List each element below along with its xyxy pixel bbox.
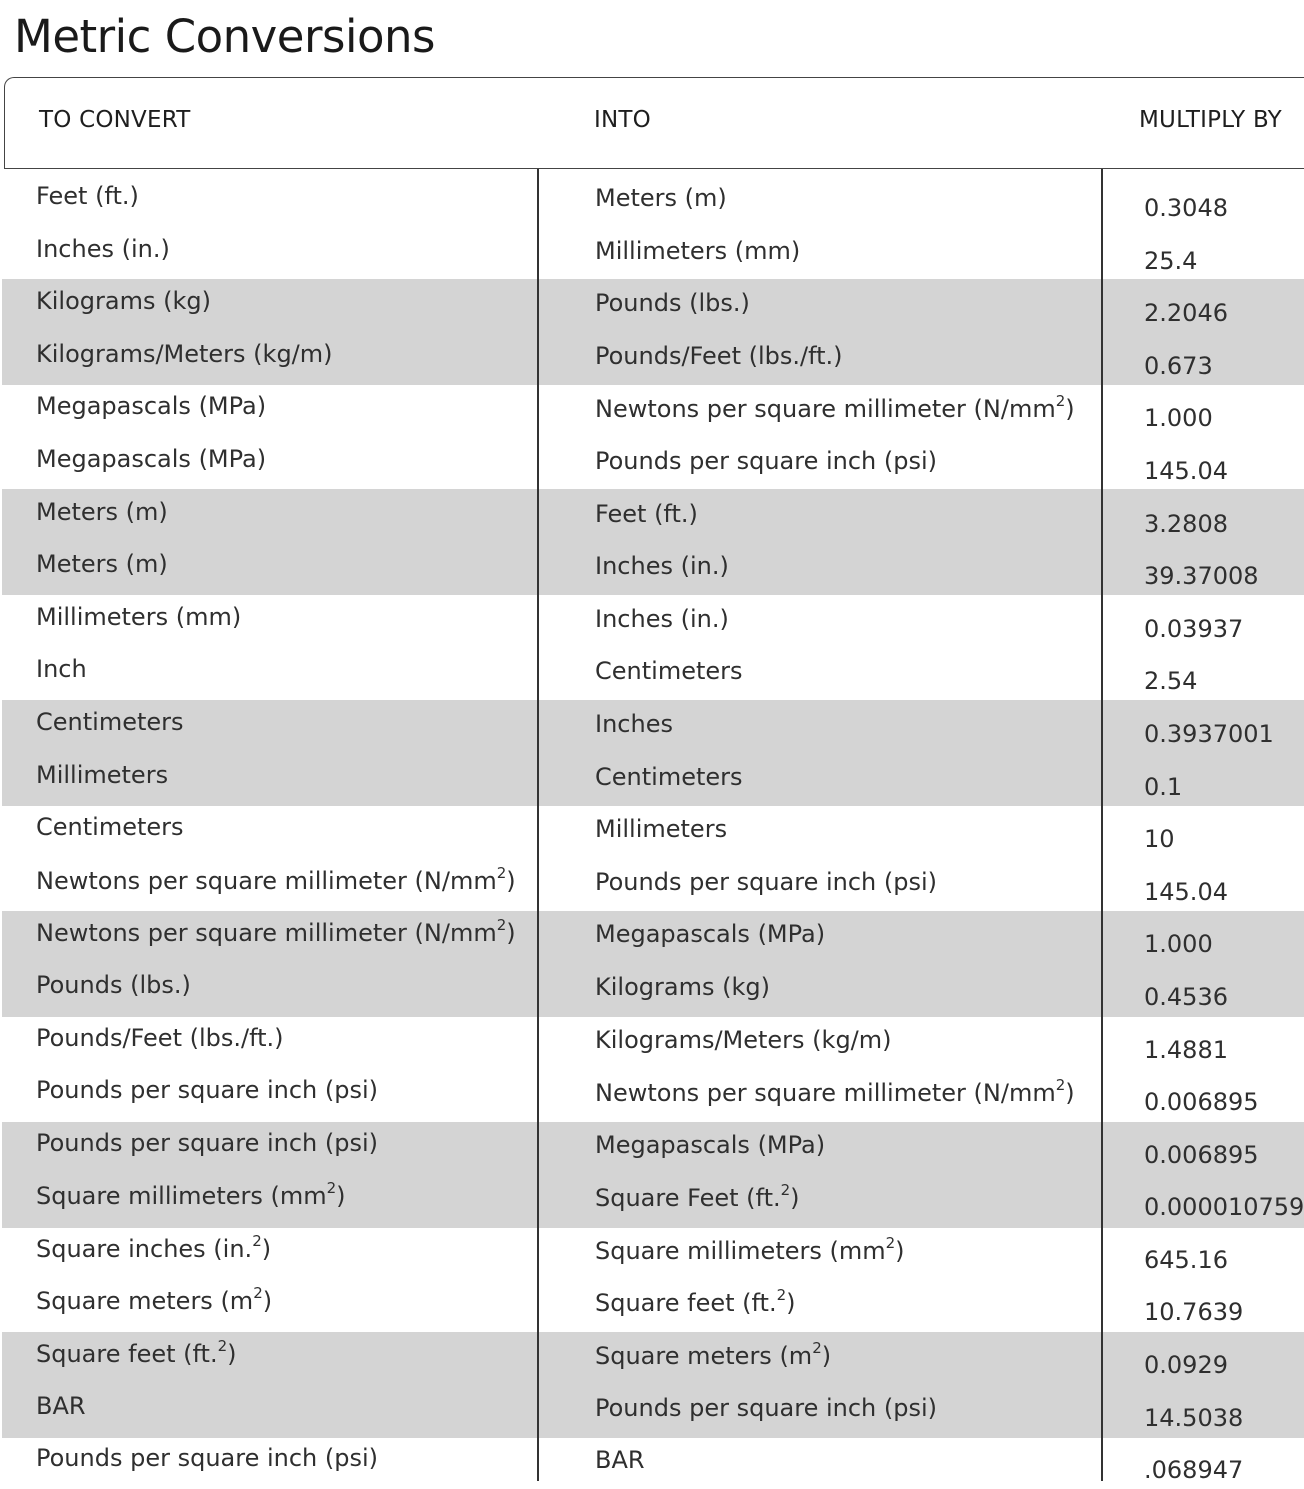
- into-cell: Feet (ft.): [595, 499, 698, 528]
- into-cell: Pounds per square inch (psi): [595, 867, 938, 896]
- multiply-by-cell: 39.37008: [1144, 562, 1259, 591]
- table-row: [0, 1016, 1304, 1069]
- table-row: [0, 1226, 1304, 1279]
- table-row: [0, 963, 1304, 1016]
- into-cell: Centimeters: [595, 657, 743, 686]
- table-row: [0, 279, 1304, 332]
- multiply-by-cell: .068947: [1144, 1456, 1244, 1485]
- to-convert-cell: Meters (m): [36, 550, 168, 579]
- to-convert-cell: Kilograms (kg): [36, 287, 211, 316]
- table-row: [0, 542, 1304, 595]
- into-cell: Meters (m): [595, 184, 727, 212]
- multiply-by-cell: 0.3937001: [1144, 719, 1274, 748]
- header-to-convert: TO CONVERT: [39, 107, 191, 133]
- to-convert-cell: BAR: [36, 1391, 86, 1420]
- to-convert-cell: Square meters $(m^2)$: [36, 1284, 273, 1316]
- to-convert-cell: Kilograms/Meters (kg/m): [36, 339, 333, 368]
- multiply-by-cell: 0.03937: [1144, 614, 1244, 643]
- multiply-by-cell: 145.04: [1144, 456, 1228, 485]
- table-row: [0, 1068, 1304, 1121]
- table-row: [0, 595, 1304, 648]
- into-cell: Inches (in.): [595, 604, 729, 633]
- multiply-by-cell: 0.4536: [1144, 982, 1228, 1011]
- table-row: [0, 1278, 1304, 1331]
- header-multiply-by: MULTIPLY BY: [1139, 107, 1282, 133]
- into-cell: Pounds per square inch (psi): [595, 1393, 938, 1422]
- into-cell: Newtons per square millimeter $(N/mm^2)$: [595, 392, 1075, 424]
- to-convert-cell: Pounds (lbs.): [36, 970, 191, 999]
- to-convert-cell: Centimeters: [36, 707, 184, 736]
- to-convert-cell: Newtons per square millimeter $(N/mm^2)$: [36, 916, 516, 948]
- table-row: [0, 174, 1304, 227]
- table-row: [0, 332, 1304, 385]
- multiply-by-cell: 14.5038: [1144, 1403, 1244, 1432]
- into-cell: Square meters $(m^2)$: [595, 1339, 832, 1371]
- conversion-table-body: [0, 174, 1304, 1489]
- table-row: [0, 910, 1304, 963]
- multiply-by-cell: 25.4: [1144, 246, 1198, 275]
- into-cell: Square millimeters $(mm^2)$: [595, 1233, 905, 1265]
- to-convert-cell: Pounds per square inch (psi): [36, 1076, 379, 1105]
- table-row: [0, 1384, 1304, 1437]
- into-cell: BAR: [595, 1446, 645, 1475]
- multiply-by-cell: 0.1: [1144, 772, 1183, 801]
- into-cell: Square feet (ft.$^2$): [595, 1286, 796, 1318]
- to-convert-cell: Pounds/Feet (lbs./ft.): [36, 1023, 284, 1052]
- table-row: [0, 805, 1304, 858]
- page-title: Metric Conversions: [14, 10, 435, 63]
- multiply-by-cell: 2.54: [1144, 667, 1198, 696]
- to-convert-cell: Square millimeters $(mm^2)$: [36, 1179, 346, 1211]
- to-convert-cell: Square feet (ft.$^2$): [36, 1337, 237, 1369]
- to-convert-cell: Megapascals (MPa): [36, 392, 267, 421]
- into-cell: Pounds/Feet (lbs./ft.): [595, 341, 843, 370]
- into-cell: Millimeters: [595, 815, 728, 844]
- to-convert-cell: Pounds per square inch (psi): [36, 1444, 379, 1473]
- to-convert-cell: Feet (ft.): [36, 182, 139, 210]
- to-convert-cell: Meters (m): [36, 497, 168, 526]
- multiply-by-cell: 0.3048: [1144, 194, 1228, 222]
- into-cell: Kilograms (kg): [595, 972, 770, 1001]
- into-cell: Inches (in.): [595, 552, 729, 581]
- multiply-by-cell: 10.7639: [1144, 1298, 1244, 1327]
- header-into: INTO: [594, 107, 651, 133]
- table-row: [0, 1331, 1304, 1384]
- multiply-by-cell: 1.4881: [1144, 1035, 1228, 1064]
- multiply-by-cell: 2.2046: [1144, 299, 1228, 328]
- table-row: [0, 647, 1304, 700]
- multiply-by-cell: 1.000: [1144, 930, 1213, 959]
- multiply-by-cell: 0.006895: [1144, 1088, 1259, 1117]
- table-header: [4, 77, 1304, 169]
- into-cell: Inches: [595, 709, 673, 738]
- into-cell: Newtons per square millimeter $(N/mm^2)$: [595, 1076, 1075, 1108]
- table-row: [0, 384, 1304, 437]
- into-cell: Square Feet (ft.$^2$): [595, 1181, 800, 1213]
- into-cell: Millimeters (mm): [595, 236, 801, 265]
- to-convert-cell: Centimeters: [36, 813, 184, 842]
- to-convert-cell: Millimeters (mm): [36, 602, 242, 631]
- table-row: [0, 700, 1304, 753]
- table-row: [0, 1436, 1304, 1489]
- into-cell: Pounds (lbs.): [595, 289, 750, 318]
- into-cell: Pounds per square inch (psi): [595, 446, 938, 475]
- multiply-by-cell: 145.04: [1144, 877, 1228, 906]
- to-convert-cell: Inch: [36, 655, 87, 684]
- to-convert-cell: Pounds per square inch (psi): [36, 1128, 379, 1157]
- table-row: [0, 858, 1304, 911]
- into-cell: Megapascals (MPa): [595, 920, 826, 949]
- into-cell: Kilograms/Meters (kg/m): [595, 1025, 892, 1054]
- table-row: [0, 753, 1304, 806]
- multiply-by-cell: 645.16: [1144, 1245, 1228, 1274]
- to-convert-cell: Square inches (in.$^2$): [36, 1231, 272, 1263]
- multiply-by-cell: 10: [1144, 825, 1175, 854]
- table-row: [0, 1173, 1304, 1226]
- table-row: [0, 1121, 1304, 1174]
- to-convert-cell: Newtons per square millimeter $(N/mm^2)$: [36, 863, 516, 895]
- multiply-by-cell: 0.000010759: [1144, 1193, 1304, 1222]
- to-convert-cell: Millimeters: [36, 760, 169, 789]
- multiply-by-cell: 0.0929: [1144, 1351, 1228, 1380]
- multiply-by-cell: 3.2808: [1144, 509, 1228, 538]
- table-row: [0, 490, 1304, 543]
- table-row: [0, 227, 1304, 280]
- to-convert-cell: Megapascals (MPa): [36, 444, 267, 473]
- multiply-by-cell: 0.673: [1144, 351, 1213, 380]
- multiply-by-cell: 1.000: [1144, 404, 1213, 433]
- multiply-by-cell: 0.006895: [1144, 1140, 1259, 1169]
- into-cell: Centimeters: [595, 762, 743, 791]
- to-convert-cell: Inches (in.): [36, 234, 170, 263]
- table-row: [0, 437, 1304, 490]
- into-cell: Megapascals (MPa): [595, 1130, 826, 1159]
